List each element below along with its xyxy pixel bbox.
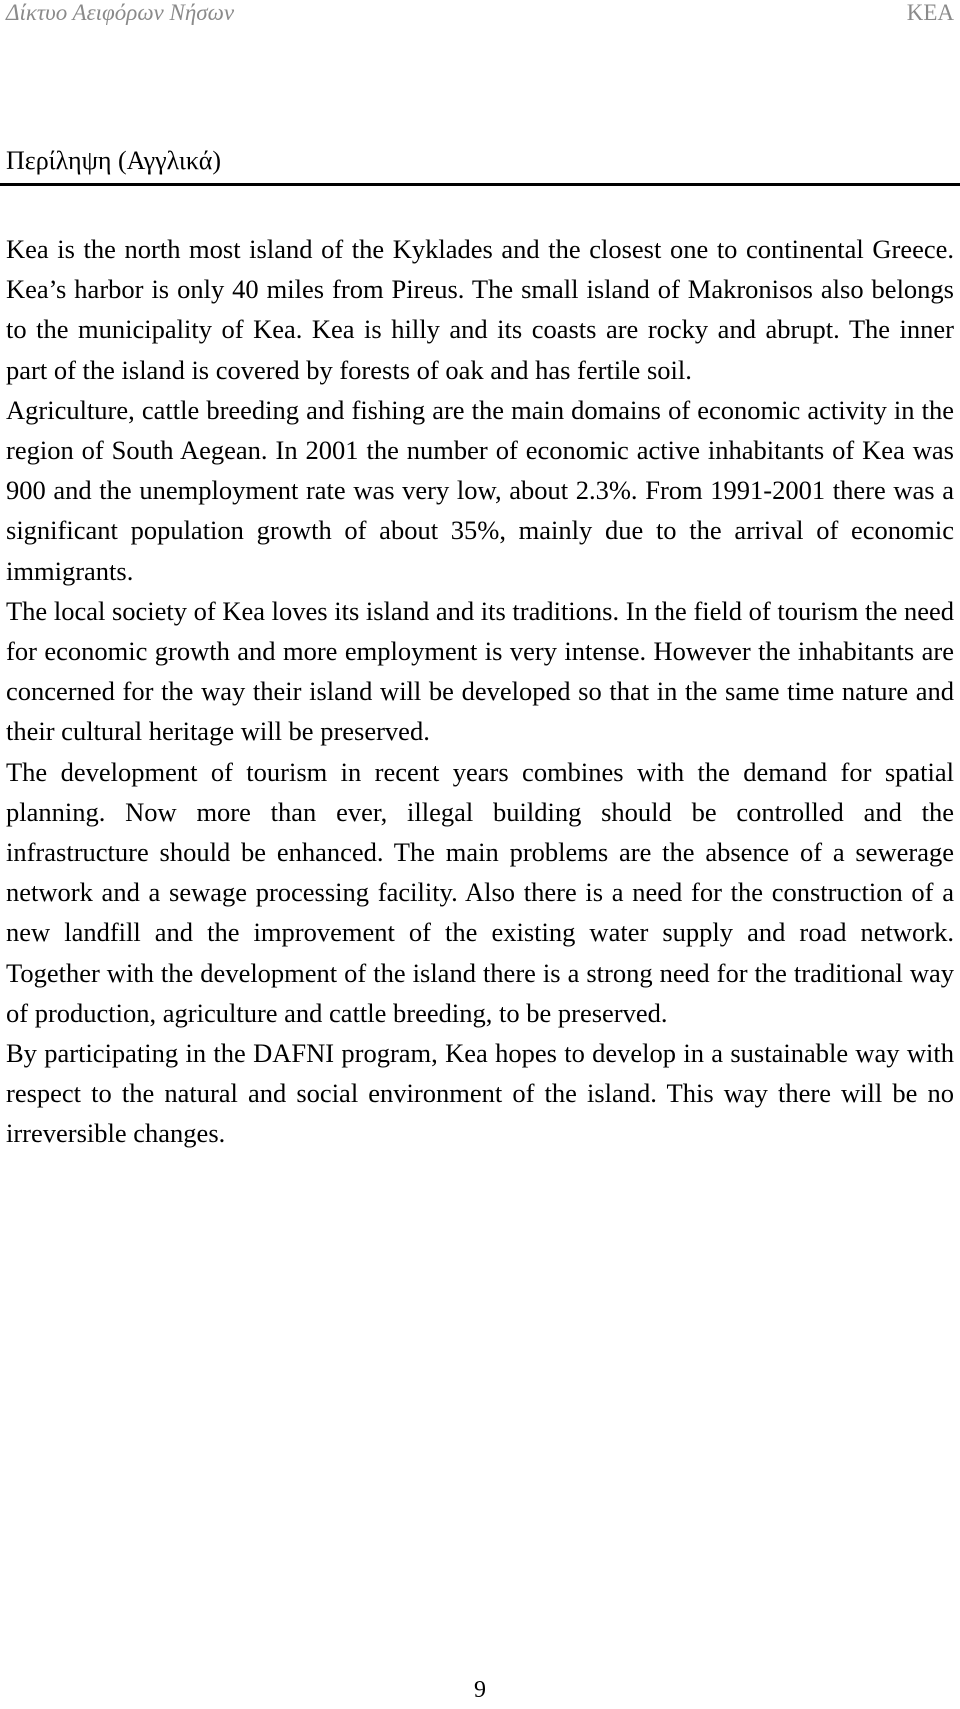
title-divider — [0, 183, 960, 186]
page-number: 9 — [474, 1677, 486, 1703]
paragraph-local-society: The local society of Kea loves its island and its traditions. In the field of tourism the need for economic growth and more employment is very intense. However the inhabitants are concerned for the way their island will be developed so that in the same time nature and their cultural heritage will be preserved. — [6, 595, 954, 747]
paragraph-economy: Agriculture, cattle breeding and fishing are the main domains of economic activity in the region of South Aegean. In 2001 the number of economic active inhabitants of Kea was 900 and the unemployment rate was very low, about 2.3%. From 1991-2001 there was a significant population growth of about 35%, mainly due to the arrival of economic immigrants. — [6, 394, 954, 586]
paragraph-geography: Kea is the north most island of the Kyklades and the closest one to continental Greece. Kea’s harbor is only 40 miles from Pireus. The small island of Makronisos also belongs to the municipality of Kea. Kea is hilly and its coasts are rocky and abrupt. The inner part of the island is covered by forests of oak and has fertile soil. — [6, 234, 954, 385]
section-title: Περίληψη (Αγγλικά) — [6, 146, 222, 175]
header-network-name: Δίκτυο Αειφόρων Νήσων — [6, 0, 235, 25]
running-header — [6, 0, 954, 30]
paragraph-dafni-program: By participating in the DAFNI program, Kea hopes to develop in a sustainable way with respect to the natural and social environment of the island. This way there will be no irreversible changes. — [6, 1038, 954, 1149]
body-text — [6, 229, 954, 1154]
header-island-name: ΚΕΑ — [906, 0, 954, 25]
paragraph-development: The development of tourism in recent years combines with the demand for spatial planning. Now more than ever, illegal building should be controlled and the infrastructure should be enhanced. The main problems are the absence of a sewerage network and a sewage processing facility. Also there is a need for the construction of a new landfill and the improvement of the existing water supply and road network. Together with the development of the island there is a strong need for the traditional way of production, agriculture and cattle breeding, to be preserved. — [6, 756, 954, 1028]
